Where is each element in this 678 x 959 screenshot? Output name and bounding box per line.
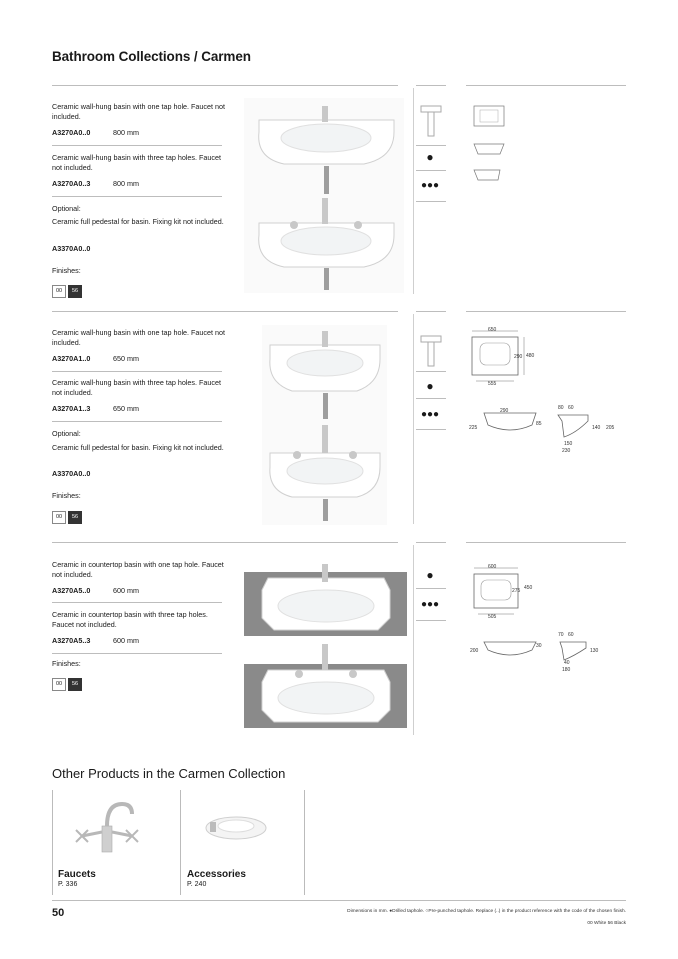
product-code: A3270A5..3 [52,636,91,645]
product-description: Ceramic wall-hung basin with three tap holes. Faucet not included. [52,153,221,172]
product-code: A3270A5..0 [52,586,91,595]
product-size: 650 mm [113,354,139,363]
dim-label: 60 [568,632,574,638]
product-code: A3270A0..0 [52,128,91,137]
finishes-label: Finishes: [52,266,81,275]
dim-label: 130 [590,648,599,654]
divider [466,85,626,86]
product-size: 600 mm [113,586,139,595]
card-page: P. 240 [187,881,207,888]
dimension-drawing [470,98,520,193]
optional-label: Optional: [52,204,81,213]
three-tapholes-icon: ●●● [420,180,440,191]
product-code: A3270A0..3 [52,179,91,188]
dimension-drawing [466,325,626,455]
divider [416,85,446,86]
dim-label: 225 [469,425,478,431]
divider [52,196,222,197]
optional-code: A3370A0..0 [52,244,91,253]
dim-label: 480 [526,353,535,359]
card-page: P. 336 [58,881,78,888]
dim-label: 85 [536,421,542,427]
dim-label: 200 [470,648,479,654]
finish-black-swatch: 56 [68,511,82,524]
dim-label: 650 [488,327,497,333]
card-label: Faucets [58,869,96,880]
product-description: Ceramic wall-hung basin with one tap hole. Faucet not included. [52,102,225,121]
optional-label: Optional: [52,429,81,438]
one-taphole-icon: ● [426,379,434,393]
dim-label: 150 [564,441,573,447]
page-number: 50 [52,907,65,919]
finishes-label: Finishes: [52,659,81,668]
three-tapholes-icon: ●●● [420,599,440,610]
dim-label: 60 [568,405,574,411]
product-size: 600 mm [113,636,139,645]
product-code: A3270A1..3 [52,404,91,413]
finish-black-swatch: 56 [68,678,82,691]
dim-label: 30 [536,643,542,649]
finish-white-swatch: 00 [52,285,66,298]
dim-label: 180 [562,667,571,673]
product-description: Ceramic wall-hung basin with three tap holes. Faucet not included. [52,378,221,397]
product-size: 800 mm [113,128,139,137]
product-description: Ceramic in countertop basin with three tap holes. Faucet not included. [52,610,208,629]
dim-label: 290 [500,408,509,414]
dim-label: 290 [514,354,523,360]
finishes-note: 00 White 56 Black [587,921,626,926]
dim-label: 140 [592,425,601,431]
divider [52,145,222,146]
finish-white-swatch: 00 [52,511,66,524]
divider [52,85,398,86]
dim-label: 555 [488,381,497,387]
one-taphole-icon: ● [426,150,434,164]
three-tapholes-icon: ●●● [420,409,440,420]
finishes-label: Finishes: [52,491,81,500]
pedestal-icon [418,330,444,370]
dim-label: 450 [524,585,533,591]
finish-swatches [52,672,84,691]
optional-code: A3370A0..0 [52,469,91,478]
product-code: A3270A1..0 [52,354,91,363]
pedestal-icon [418,100,444,140]
dim-label: 505 [488,614,497,620]
basin-800-image [244,98,404,293]
product-size: 800 mm [113,179,139,188]
dim-label: 40 [564,660,570,666]
card-label: Accessories [187,869,246,880]
dim-label: 230 [562,448,571,454]
product-size: 650 mm [113,404,139,413]
dim-label: 600 [488,564,497,570]
optional-description: Ceramic full pedestal for basin. Fixing kit not included. [52,217,224,226]
finish-black-swatch: 56 [68,285,82,298]
footnote: Dimensions in mm. ●Drilled taphole. ○Pre-punched taphole. Replace (..) in the product reference with the code of the chosen finish. [347,909,626,914]
other-products-title: Other Products in the Carmen Collection [52,766,286,781]
faucet-image [62,798,152,858]
finish-swatches [52,505,84,524]
dimension-drawing [466,560,626,680]
finish-swatches [52,279,84,298]
product-description: Ceramic in countertop basin with one tap hole. Faucet not included. [52,560,224,579]
basin-650-image [262,325,387,525]
one-taphole-icon: ● [426,568,434,582]
dim-label: 70 [558,632,564,638]
optional-description: Ceramic full pedestal for basin. Fixing kit not included. [52,443,224,452]
dim-label: 205 [606,425,615,431]
dim-label: 80 [558,405,564,411]
soap-dish-image [196,806,276,850]
finish-white-swatch: 00 [52,678,66,691]
product-description: Ceramic wall-hung basin with one tap hole. Faucet not included. [52,328,225,347]
page-title: Bathroom Collections / Carmen [52,49,251,64]
countertop-basin-image [244,560,407,730]
dim-label: 275 [512,588,521,594]
